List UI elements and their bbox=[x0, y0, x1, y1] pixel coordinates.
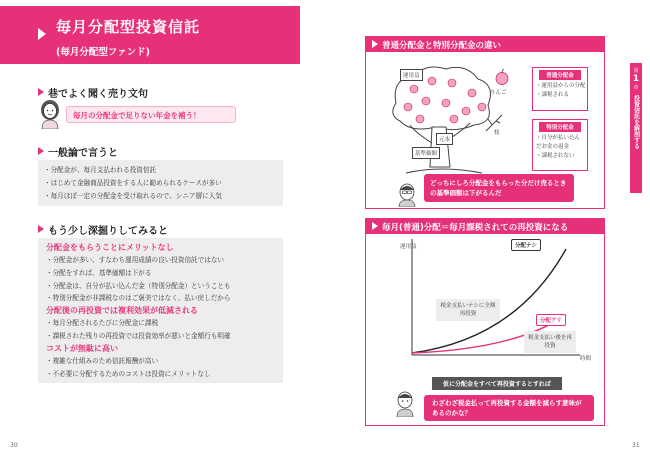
reinvestment-diagram bbox=[365, 218, 605, 426]
annotation-with-dividend: 税金支払い後を再投資 bbox=[524, 331, 576, 353]
list-item: ・課税されない bbox=[536, 153, 575, 159]
chapter-prefix: 第 bbox=[633, 68, 639, 74]
list-item: ・ 分配をすれば、基準価額は下がる bbox=[46, 267, 283, 280]
woman-avatar-icon bbox=[38, 99, 62, 129]
x-axis-label: 時間 bbox=[580, 356, 592, 362]
page-header bbox=[0, 6, 300, 64]
list-item: ・ 毎月ほぼ一定の分配金を受け取れるので、シニア層に人気 bbox=[44, 190, 283, 203]
man-avatar-icon bbox=[396, 183, 418, 207]
deep-dive-box bbox=[38, 238, 283, 383]
list-item: ・ 特別分配金が非課税なのはご褒美ではなく、払い戻しだから bbox=[46, 292, 283, 305]
group-heading: コストが無駄に高い bbox=[46, 343, 118, 353]
ordinary-dividend-label: 普通分配金 bbox=[539, 70, 581, 80]
list-item: ・課税される bbox=[536, 92, 570, 98]
legend-with-dividend: 分配アリ bbox=[536, 314, 566, 326]
triangle-bullet-icon bbox=[372, 40, 378, 48]
list-item: ・ 複雑な仕組みのため信託報酬が高い bbox=[46, 355, 283, 368]
page-subtitle: (毎月分配型ファンド) bbox=[56, 47, 150, 58]
apple-icon bbox=[494, 69, 510, 85]
special-dividend-box bbox=[532, 119, 588, 171]
page-number-left: 30 bbox=[10, 442, 18, 449]
list-item: ・自分が払い込んだお金の返金 bbox=[536, 135, 581, 150]
nav-label: 基準価額 bbox=[412, 147, 440, 159]
list-item: ・ 課税された残りの再投資では投資効率が悪いと金額行も明確 bbox=[46, 330, 283, 343]
man-avatar-icon bbox=[394, 391, 416, 417]
group-heading: 分配後の再投資では複利効果が低減される bbox=[46, 306, 198, 316]
special-dividend-label: 特別分配金 bbox=[539, 122, 581, 132]
list-item: ・ はじめて金融商品投資をする人に勧められるケースが多い bbox=[44, 177, 283, 190]
chapter-tab bbox=[630, 63, 642, 193]
ordinary-dividend-box bbox=[532, 67, 588, 111]
branch-label: 枝 bbox=[494, 130, 500, 136]
section-title-1: 巷でよく聞く売り文句 bbox=[38, 85, 148, 100]
general-view-box bbox=[38, 160, 283, 206]
header-triangle-icon bbox=[38, 28, 46, 40]
chapter-title: 投資信託を解剖する bbox=[632, 95, 640, 149]
list-item: ・ 分配金が、毎月支払われる投資信託 bbox=[44, 164, 283, 177]
chapter-suffix: 章 bbox=[633, 85, 639, 91]
page-title: 毎月分配型投資信託 bbox=[56, 18, 201, 36]
dividend-diagram bbox=[365, 36, 605, 209]
apple-label: りんご bbox=[490, 90, 507, 96]
apple-tree-illustration bbox=[386, 63, 498, 183]
section-title-3: もう少し深掘りしてみると bbox=[38, 222, 168, 237]
speech-bubble-1 bbox=[424, 174, 574, 202]
diagram-title-1: 普通分配金と特別分配金の違い bbox=[366, 37, 604, 52]
triangle-bullet-icon bbox=[38, 88, 44, 96]
sales-pitch-text: 毎月の分配金で足りない年金を補う！ bbox=[73, 111, 201, 120]
income-label: 運用益 bbox=[400, 69, 423, 81]
list-item: ・ 分配金は、自分が払い込んだ金（特別分配金）ということも bbox=[46, 280, 283, 293]
diagram-title-2: 毎月(普通)分配＝毎月課税されての再投資になる bbox=[366, 219, 604, 234]
speech-text-1: どっちにしろ分配金をもらった分だけ売るときの基準価額は下がるんだ bbox=[430, 179, 567, 197]
principal-label: 元本 bbox=[436, 133, 453, 145]
list-item: ・ 分配金が多い、すなわち運用成績の良い投資信託ではない bbox=[46, 254, 283, 267]
sales-pitch-bubble bbox=[66, 106, 236, 123]
annotation-no-dividend: 税金支払いナシに全額再投資 bbox=[436, 299, 500, 321]
list-item: ・ 不必要に分配するためのコストは投資にメリットなし bbox=[46, 368, 283, 381]
page-number-right: 31 bbox=[632, 442, 640, 449]
section-title-2: 一般論で言うと bbox=[38, 144, 118, 159]
list-item: ・運用益からの分配 bbox=[536, 83, 586, 89]
speech-text-2: わざわざ税金払って再投資する金額を減らす意味があるのかな？ bbox=[432, 399, 582, 417]
legend-no-dividend: 分配ナシ bbox=[511, 239, 541, 251]
y-axis-label: 運用益 bbox=[400, 244, 417, 250]
speech-bubble-2 bbox=[424, 395, 594, 421]
chapter-number: 1 bbox=[632, 74, 640, 84]
chart-caption: 仮に分配金をすべて再投資するとすれば bbox=[432, 377, 562, 390]
triangle-bullet-icon bbox=[38, 147, 44, 155]
triangle-bullet-icon bbox=[38, 225, 44, 233]
list-item: ・ 毎月分配されるたびに分配金に課税 bbox=[46, 317, 283, 330]
group-heading: 分配金をもらうことにメリットなし bbox=[46, 243, 174, 252]
